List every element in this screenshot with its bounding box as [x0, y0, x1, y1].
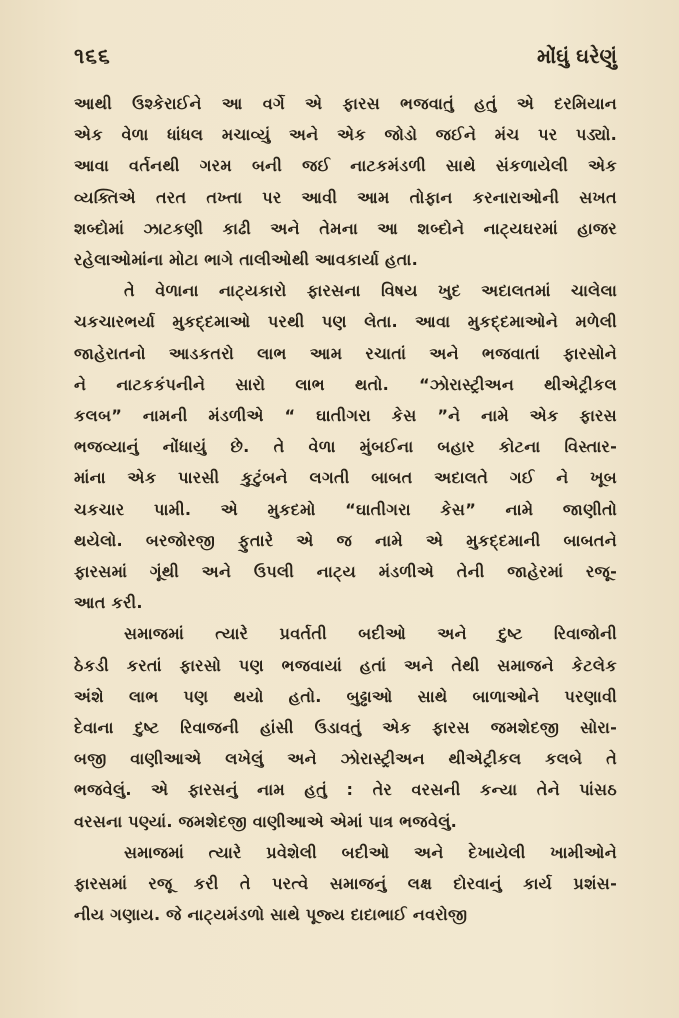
- text-line: આત કરી.: [74, 593, 143, 613]
- page-header: [74, 44, 617, 86]
- text-line: વ્યક્તિએ તરત તખ્તા પર આવી આમ તોફાન કરનારાઓની સખત: [74, 187, 617, 207]
- text-line: દેવાના દુષ્ટ રિવાજની હાંસી ઉડાવતું એક ફારસ જમશેદજી સોરા-: [74, 718, 617, 738]
- text-line: ચકચાર પામી. એ મુકદમો “ઘાતીગરા કેસ” નામે જાણીતો: [74, 499, 617, 519]
- text-line: વરસના પણ્યાં. જમશેદજી વાણીઆએ એમાં પાત્ર ભજવેલું.: [74, 811, 458, 831]
- text-line: અંશે લાભ પણ થયો હતો. બુઢ્ઢાઓ સાથે બાળાઓને પરણાવી: [74, 686, 617, 706]
- text-line: કલબ” નામની મંડળીએ “ ઘાતીગરા કેસ ”ને નામે એક ફારસ: [74, 406, 617, 426]
- text-line: એક વેળા ધાંધલ મચાવ્યું અને એક જોડો જઈને મંચ પર પડ્યો.: [74, 125, 617, 145]
- text-line: થયેલો. બરજોરજી ફુતારે એ જ નામે એ મુકદ્દમાની બાબતને: [74, 530, 617, 550]
- text-line: માંના એક પારસી કુટુંબને લગતી બાબત અદાલતે ગઈ ને ખૂબ: [74, 468, 617, 488]
- text-line: જાહેરાતનો આડકતરો લાભ આમ રચાતાં અને ભજવાતાં ફારસોને: [74, 343, 617, 363]
- text-line: રહેલાઓમાંના મોટા ભાગે તાલીઓથી આવકાર્યા હતા.: [74, 250, 418, 270]
- text-line: શબ્દોમાં ઝાટકણી કાઢી અને તેમના આ શબ્દોને નાટ્યઘરમાં હાજર: [74, 218, 617, 238]
- paragraph: [74, 837, 617, 931]
- text-line: આથી ઉશ્કેરાઈને આ વર્ગે એ ફારસ ભજવાતું હતું એ દરમિયાન: [74, 94, 617, 113]
- text-line: ભજવેલું. એ ફારસનું નામ હતું : તેર વરસની કન્યા તેને પાંસઠ: [74, 780, 617, 800]
- text-line: ભજવ્યાનું નોંધાયું છે. તે વેળા મુંબઈના બહાર કોટના વિસ્તાર-: [74, 437, 617, 457]
- text-line: ફારસમાં ગૂંથી અને ઉપલી નાટ્ય મંડળીએ તેની જાહેરમાં રજૂ-: [74, 562, 617, 582]
- text-line: ફારસમાં રજૂ કરી તે પરત્વે સમાજનું લક્ષ દોરવાનું કાર્ય પ્રશંસ-: [74, 874, 617, 894]
- running-title: મોંઘું ઘરેણું: [537, 44, 617, 68]
- text-line: નીય ગણાય. જે નાટ્યમંડળો સાથે પૂજ્ય દાદાભાઈ નવરોજી: [74, 905, 468, 925]
- text-line: સમાજમાં ત્યારે પ્રવર્તતી બદીઓ અને દુષ્ટ રિવાજોની: [124, 624, 617, 644]
- paragraph: [74, 618, 617, 836]
- paragraph: [74, 275, 617, 618]
- page-number: ૧૬૬: [74, 44, 111, 68]
- text-line: ને નાટકકંપનીને સારો લાભ થતો. “ઝોરાસ્ટ્રીઅન થીએટ્રીકલ: [74, 374, 617, 394]
- text-line: સમાજમાં ત્યારે પ્રવેશેલી બદીઓ અને દેખાયેલી ખામીઓને: [124, 842, 617, 862]
- text-line: બજી વાણીઆએ લખેલું અને ઝોરાસ્ટ્રીઅન થીએટ્રીકલ કલબે તે: [74, 749, 617, 769]
- text-line: ઠેકડી કરતાં ફારસો પણ ભજવાયાં હતાં અને તેથી સમાજને કેટલેક: [74, 655, 617, 675]
- text-line: આવા વર્તનથી ગરમ બની જઈ નાટકમંડળી સાથે સંકળાયેલી એક: [74, 156, 617, 176]
- paragraph: [74, 88, 617, 275]
- text-line: તે વેળાના નાટ્યકારો ફારસના વિષય ખુદ અદાલતમાં ચાલેલા: [124, 281, 617, 301]
- page-body: [74, 88, 617, 930]
- text-line: ચકચારભર્યા મુકદ્દમાઓ પરથી પણ લેતા. આવા મુકદ્દમાઓને મળેલી: [74, 312, 617, 332]
